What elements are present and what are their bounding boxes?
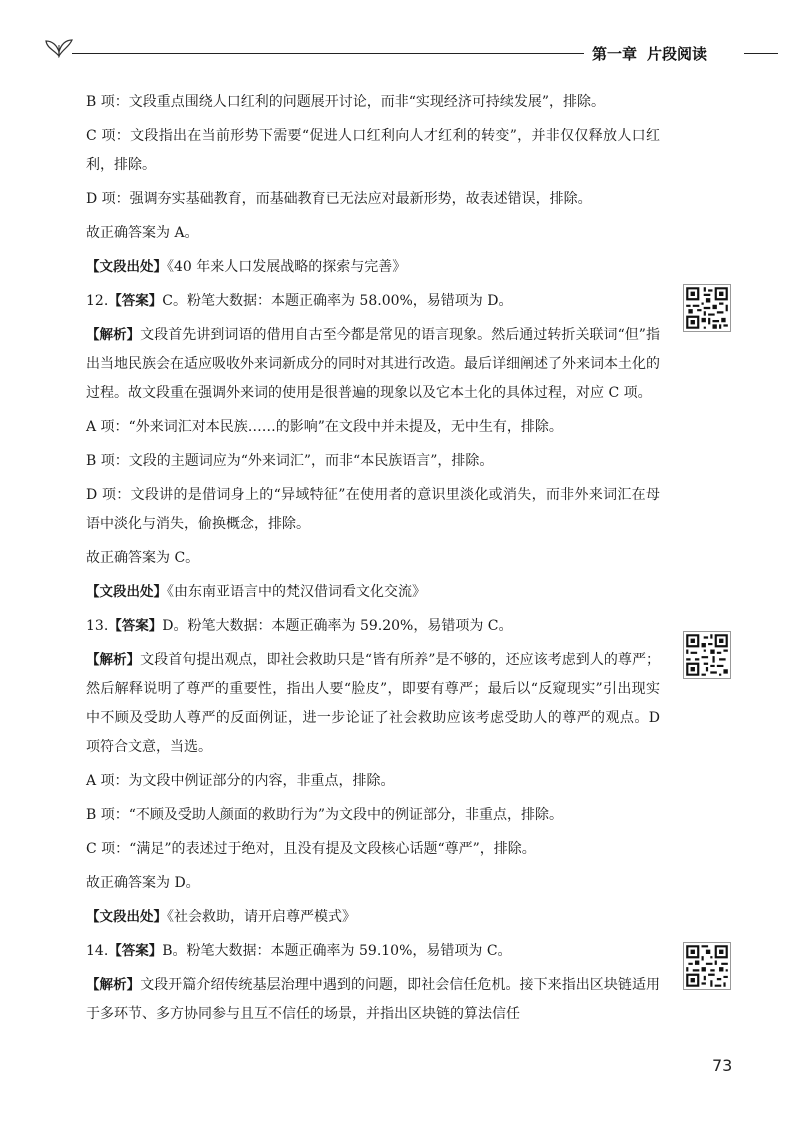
option-b-text: B 项：文段的主题词应为“外来词汇”，而非“本民族语言”，排除。 [86, 453, 494, 469]
source-line [86, 578, 660, 607]
qr-code-icon[interactable] [683, 631, 731, 679]
option-c-text: C 项：“满足”的表述过于绝对，且没有提及文段核心话题“尊严”，排除。 [86, 841, 536, 857]
answer-line: 故正确答案为 C。 [86, 550, 200, 566]
source-title: 《由东南亚语言中的梵汉借词看文化交流》 [167, 584, 426, 600]
answer-tag: 【答案】 [108, 293, 163, 309]
question-14-analysis [86, 971, 660, 1029]
answer-tag: 【答案】 [108, 943, 163, 959]
qr-code-icon[interactable] [683, 942, 731, 990]
option-b-text: B 项：“不顾及受助人颜面的救助行为”为文段中的例证部分，非重点，排除。 [86, 807, 564, 823]
option-b-text: B 项：文段重点围绕人口红利的问题展开讨论，而非“实现经济可持续发展”，排除。 [86, 94, 606, 110]
section-name: 片段阅读 [647, 45, 708, 63]
analysis-tag: 【解析】 [86, 327, 141, 343]
analysis-text: 文段首句提出观点，即社会救助只是“皆有所养”是不够的，还应该考虑到人的尊严；然后解释说明了尊严的重要性，指出人要“脸皮”，即要有尊严；最后以“反窥现实”引出现实中不顾及受助人尊严的反面例证，进一步论证了社会救助应该考虑受助人的尊严的观点。D 项符合文意，当选。 [86, 652, 661, 755]
header-rule [72, 53, 584, 54]
question-number: 14. [86, 943, 109, 959]
analysis-text: 文段首先讲到词语的借用自古至今都是常见的语言现象。然后通过转折关联词“但”指出当地民族会在适应吸收外来词新成分的同时对其进行改造。最后详细阐述了外来词本土化的过程。故文段重在强调外来词的使用是很普遍的现象以及它本土化的具体过程，对应 C 项。 [86, 327, 661, 401]
source-tag: 【文段出处】 [86, 909, 167, 925]
leaf-icon [44, 36, 74, 58]
question-14-answer [86, 937, 660, 966]
analysis-tag: 【解析】 [86, 977, 141, 993]
page-number: 73 [712, 1056, 733, 1075]
answer-tag: 【答案】 [108, 618, 163, 634]
question-12-answer [86, 287, 660, 316]
source-tag: 【文段出处】 [86, 259, 167, 275]
option-d-text: D 项：文段讲的是借词身上的“异域特征”在使用者的意识里淡化或消失，而非外来词汇在母语中淡化与消失，偷换概念，排除。 [86, 487, 660, 532]
option-a-text: A 项：为文段中例证部分的内容，非重点，排除。 [86, 773, 395, 789]
analysis-tag: 【解析】 [86, 652, 141, 668]
answer-text: D。粉笔大数据：本题正确率为 59.20%，易错项为 C。 [162, 618, 513, 634]
question-13-answer [86, 612, 660, 641]
answer-line: 故正确答案为 A。 [86, 225, 199, 241]
answer-text: B。粉笔大数据：本题正确率为 59.10%，易错项为 C。 [162, 943, 512, 959]
source-line [86, 253, 660, 282]
source-line [86, 903, 660, 932]
page-body [86, 88, 660, 1034]
question-13-analysis [86, 646, 660, 762]
page-header [0, 0, 800, 80]
chapter-title [592, 43, 742, 65]
chapter-number: 第一章 [592, 45, 638, 63]
qr-code-icon[interactable] [683, 284, 731, 332]
analysis-text: 文段开篇介绍传统基层治理中遇到的问题，即社会信任危机。接下来指出区块链适用于多环节、多方协同参与且互不信任的场景，并指出区块链的算法信任 [86, 977, 661, 1022]
source-tag: 【文段出处】 [86, 584, 167, 600]
header-rule-right [744, 53, 778, 54]
option-c-text: C 项：文段指出在当前形势下需要“促进人口红利向人才红利的转变”，并非仅仅释放人口红利，排除。 [86, 128, 660, 173]
question-number: 12. [86, 293, 109, 309]
source-title: 《社会救助，请开启尊严模式》 [167, 909, 356, 925]
option-d-text: D 项：强调夯实基础教育，而基础教育已无法应对最新形势，故表述错误，排除。 [86, 191, 592, 207]
question-12-analysis [86, 321, 660, 408]
answer-line: 故正确答案为 D。 [86, 875, 200, 891]
question-number: 13. [86, 618, 109, 634]
answer-text: C。粉笔大数据：本题正确率为 58.00%，易错项为 D。 [162, 293, 513, 309]
option-a-text: A 项：“外来词汇对本民族……的影响”在文段中并未提及，无中生有，排除。 [86, 419, 563, 435]
source-title: 《40 年来人口发展战略的探索与完善》 [167, 259, 407, 275]
